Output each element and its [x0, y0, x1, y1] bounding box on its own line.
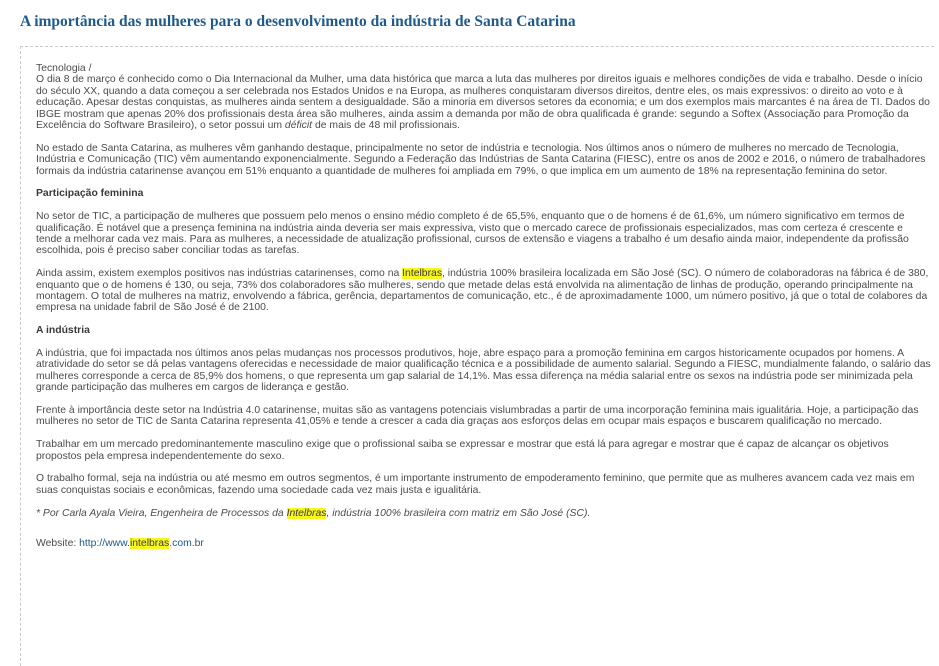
deficit-emphasis: déficit	[284, 120, 313, 132]
paragraph-trabalho-formal: O trabalho formal, seja na indústria ou até mesmo em outros segmentos, é um importante instrumento de empoderamento feminino, que permite que as mulheres avancem cada vez mais em suas conquistas sociais e econômicas, fazendo uma sociedade cada vez mais justa e igualitária.	[36, 473, 915, 496]
website-line	[36, 538, 931, 549]
paragraph-intelbras-text-a: Ainda assim, existem exemplos positivos nas indústrias catarinenses, como na	[36, 268, 403, 280]
website-label: Website:	[36, 538, 80, 550]
paragraph-tic: No setor de TIC, a participação de mulheres que possuem pelo menos o ensino médio completo é de 65,5%, enquanto que o de homens é de 61,6%, um número significativo em termos de qualificação. É notável que a presença feminina na indústria ainda deveria ser mais expressiva, visto que o mercado carece de profissionais especializados, mas com certeza é crescente e tende a melhorar cada vez mais. Para as mulheres, a necessidade de atualização profissional, cursos de extensão e viagens a trabalho é um desafio ainda maior, independente da profissão escolhida, pois é preciso saber conciliar todas as tarefas.	[36, 211, 909, 257]
paragraph-intro	[36, 74, 931, 131]
heading-participacao: Participação feminina	[36, 188, 144, 200]
category-label: Tecnologia /	[36, 63, 92, 74]
paragraph-intro-text-b: de mais de 48 mil profissionais.	[312, 120, 460, 132]
footnote-text-b: , indústria 100% brasileira com matriz em São José (SC).	[326, 507, 591, 519]
paragraph-intelbras-text-b: , indústria 100% brasileira localizada em São José (SC). O número de colaboradoras na fábrica é de 380, enquanto que o de homens é 130, ou seja, 73% dos colaboradores são mulheres, sendo que metade delas está envolvida na alimentação de linhas de produção, operando principalmente na montagem. O total de mulheres na matriz, envolvendo a fábrica, gerência, departamentos de comunicação, etc., é de aproximadamente 1000, um número positivo, já que o total de colabores da empresa na unidade fabril de São José é de 2100.	[36, 268, 929, 314]
footnote-text-a: * Por Carla Ayala Vieira, Engenheira de Processos da	[36, 507, 287, 519]
website-link-prefix: http://www.	[79, 538, 130, 550]
paragraph-mercado-masculino: Trabalhar em um mercado predominantemente masculino exige que o profissional saiba se expressar e mostrar que está lá para agregar e mostrar que é capaz de alcançar os objetivos propostos pela empresa independentemente do sexo.	[36, 439, 889, 462]
brand-highlight: Intelbras	[402, 268, 443, 280]
spacer	[36, 530, 931, 538]
author-footnote	[36, 508, 931, 519]
heading-industria: A indústria	[36, 325, 90, 337]
website-link-suffix: .com.br	[169, 538, 204, 550]
paragraph-intro-text-a: O dia 8 de março é conhecido como o Dia Internacional da Mulher, uma data histórica que marca a luta das mulheres por direitos iguais e melhores condições de vida e trabalho. Desde o início do século XX, quando a data começou a ser celebrada nos Estados Unidos e na Europa, as mulheres conquistaram diversos direitos, dentre eles, os mais expressivos: o direito ao voto e à educação. Apesar destas conquistas, as mulheres ainda sentem a desigualdade. São a minoria em diversos setores da economia; e um dos exemplos mais marcantes é na área de TI. Dados do IBGE mostram que apenas 20% dos profissionais desta área são mulheres, ainda assim a demanda por mão de obra qualificada é grande: segundo a Softex (Associação para Promoção da Excelência do Software Brasileiro), o setor possui um	[36, 74, 930, 132]
paragraph-industria-4: Frente à importância deste setor na Indústria 4.0 catarinense, muitas são as vantagens potenciais vislumbradas a partir de uma incorporação feminina mais igualitária. Hoje, a participação das mulheres no setor de TIC de Santa Catarina representa 41,05% e tende a crescer a cada dia graças aos esforços delas em ocupar mais espaços e buscarem qualificação no mercado.	[36, 405, 919, 428]
footnote-brand-highlight: Intelbras	[286, 507, 327, 519]
paragraph-intelbras	[36, 268, 931, 314]
article-body	[36, 63, 931, 561]
website-link[interactable]	[79, 538, 204, 549]
paragraph-industria: A indústria, que foi impactada nos últimos anos pelas mudanças nos processos produtivos, hoje, abre espaço para a promoção feminina em cargos historicamente ocupados por homens. A atratividade do setor se dá pelas vantagens oferecidas e necessidade de maior qualificação técnica e a possibilidade de aumento salarial. Segundo a FIESC, mundialmente falando, o salário das mulheres corresponde a cerca de 85,9% dos homens, o que representa um gap salarial de 14,1%. Mas essa diferença na média salarial entre os sexos na indústria pode ser minimizada pela grande participação das mulheres em cargos de liderança e gestão.	[36, 348, 931, 394]
paragraph-santa-catarina: No estado de Santa Catarina, as mulheres vêm ganhando destaque, principalmente no setor de indústria e tecnologia. Nos últimos anos o número de mulheres no mercado de Tecnologia, Indústria e Comunicação (TIC) vêm aumentando exponencialmente. Segundo a Federação das Indústrias de Santa Catarina (FIESC), entre os anos de 2002 e 2016, o número de trabalhadores formais da indústria catarinense avançou em 51% enquanto a quantidade de mulheres foi ampliada em 79%, o que implica em um aumento de 18% na representação feminina do setor.	[36, 142, 926, 177]
article-title: A importância das mulheres para o desenvolvimento da indústria de Santa Catarina	[20, 13, 576, 30]
website-link-brand: intelbras	[129, 538, 170, 550]
